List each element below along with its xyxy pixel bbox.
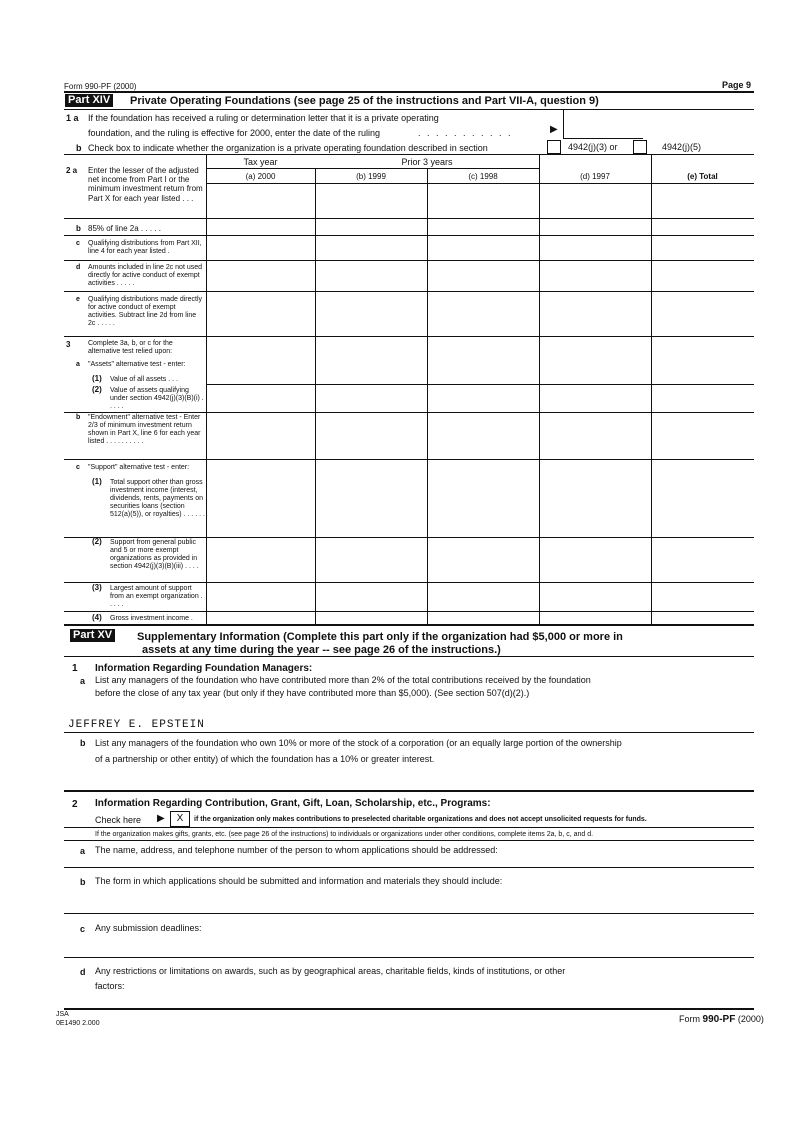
option-4942j3: 4942(j)(3) or xyxy=(568,142,618,152)
row3c3-num: (3) xyxy=(92,583,102,592)
section2d-text: Any restrictions or limitations on awards, such as by geographical areas, charitable fields, kinds of institutions, or other xyxy=(95,966,566,976)
row3-num: 3 xyxy=(66,340,71,349)
part14-label: Part XIV xyxy=(65,94,113,107)
row2a-num: 2 a xyxy=(66,166,78,175)
row3c3-label: Largest amount of support from an exempt organization . . . . . xyxy=(110,585,203,609)
check-here-text: if the organization only makes contributions to preselected charitable organizations and does not accept unsolicited requests for funds. xyxy=(194,816,647,823)
part15-title-2: assets at any time during the year -- see page 26 of the instructions.) xyxy=(142,644,501,656)
preselected-only-checkbox[interactable]: X xyxy=(170,811,190,827)
row2a-label: Enter the lesser of the adjusted net income from Part I or the minimum investment return from Part X for each year listed . . . xyxy=(88,166,203,203)
checkbox-4942j5[interactable] xyxy=(633,140,647,154)
line1b-text: Check box to indicate whether the organization is a private operating foundation described in section xyxy=(88,143,488,153)
section1b-text2: of a partnership or other entity) of which the foundation has a 10% or greater interest. xyxy=(95,754,435,764)
section2a-text: The name, address, and telephone number of the person to whom applications should be addressed: xyxy=(95,845,498,855)
row3c4-num: (4) xyxy=(92,613,102,622)
section2c-num: c xyxy=(80,924,86,934)
section1a-answer: JEFFREY E. EPSTEIN xyxy=(68,719,205,731)
section1a-num: a xyxy=(80,676,86,686)
row3a2-label: Value of assets qualifying under section 4942(j)(3)(B)(i) . . . . . xyxy=(110,387,204,411)
section2a-num: a xyxy=(80,846,86,856)
part15-title: Supplementary Information (Complete this part only if the organization had $5,000 or more in xyxy=(137,631,623,643)
row2c-num: c xyxy=(76,240,80,247)
footer-jsa: JSA xyxy=(56,1011,69,1018)
section2c-text: Any submission deadlines: xyxy=(95,923,202,933)
footer-code: 0E1490 2.000 xyxy=(56,1020,100,1027)
row3a-num: a xyxy=(76,361,80,368)
section2b-text: The form in which applications should be submitted and information and materials they should include: xyxy=(95,876,503,886)
row3a1-label: Value of all assets . . . xyxy=(110,376,178,383)
row2c-label: Qualifying distributions from Part XII, line 4 for each year listed . xyxy=(88,240,202,256)
row3c2-label: Support from general public and 5 or more exempt organizations as provided in section 4942(j)(3)(B)(iii) . . . . xyxy=(110,539,199,571)
row2e-label: Qualifying distributions made directly for active conduct of exempt activities. Subtract line 2d from line 2c . . . . . xyxy=(88,296,202,328)
col-c: (c) 1998 xyxy=(468,172,498,181)
row3a2-num: (2) xyxy=(92,385,102,394)
col-e: (e) Total xyxy=(687,172,718,181)
section2d-text2: factors: xyxy=(95,981,125,991)
row3b-label: "Endowment" alternative test - Enter 2/3 of minimum investment return shown in Part X, line 6 for each year listed . . . . . . . . . . xyxy=(88,414,201,446)
col-a: (a) 2000 xyxy=(245,172,276,181)
row3c4-label: Gross investment income . xyxy=(110,615,193,622)
row2e-num: e xyxy=(76,296,80,303)
section1b-num: b xyxy=(80,738,86,748)
section2-instructions: If the organization makes gifts, grants, etc. (see page 26 of the instructions) to individuals or organizations under other conditions, complete items 2a, b, c, and d. xyxy=(95,831,594,838)
ruling-date-field[interactable] xyxy=(563,138,643,139)
row2d-num: d xyxy=(76,264,81,271)
section1-title: Information Regarding Foundation Managers: xyxy=(95,663,313,674)
row3c2-num: (2) xyxy=(92,537,102,546)
col-prior-years: Prior 3 years xyxy=(401,157,453,167)
section1b-text: List any managers of the foundation who own 10% or more of the stock of a corporation (or an equally large portion of the ownership xyxy=(95,738,622,748)
line1a-text2: foundation, and the ruling is effective for 2000, enter the date of the ruling xyxy=(88,128,381,138)
row3c1-label: Total support other than gross investment income (interest, dividends, rents, payments on securities loans (section 512(a)(5)), or royalties) . . . . . . xyxy=(110,479,205,519)
row2b-num: b xyxy=(76,224,81,233)
section2b-num: b xyxy=(80,877,86,887)
checkbox-4942j3[interactable] xyxy=(547,140,561,154)
section2d-num: d xyxy=(80,967,86,977)
leader-dots: . . . . . . . . . . . xyxy=(418,128,513,138)
page-number: Page 9 xyxy=(722,80,752,90)
section1a-text2: before the close of any tax year (but only if they have contributed more than $5,000). (See section 507(d)(2).) xyxy=(95,688,530,698)
row3c1-num: (1) xyxy=(92,477,102,486)
section2-title: Information Regarding Contribution, Grant, Gift, Loan, Scholarship, etc., Programs: xyxy=(95,798,491,809)
line1b-num: b xyxy=(76,143,82,153)
part15-label: Part XV xyxy=(70,629,115,642)
row3c-num: c xyxy=(76,464,80,471)
row3-label: Complete 3a, b, or c for the alternative test relied upon: xyxy=(88,340,173,356)
row2b-label: 85% of line 2a . . . . . xyxy=(88,224,161,233)
row3c-label: "Support" alternative test - enter: xyxy=(88,464,190,471)
row3a1-num: (1) xyxy=(92,374,102,383)
section1a-text: List any managers of the foundation who have contributed more than 2% of the total contributions received by the foundation xyxy=(95,675,591,685)
footer-form-number: 990-PF xyxy=(702,1014,736,1025)
row3a-label: "Assets" alternative test - enter: xyxy=(88,361,186,368)
line1a-num: 1 a xyxy=(66,113,79,123)
section2-num: 2 xyxy=(72,799,78,810)
option-4942j5: 4942(j)(5) xyxy=(662,142,702,152)
arrow-right-icon: ▶ xyxy=(550,124,558,135)
part14-title: Private Operating Foundations (see page 25 of the instructions and Part VII-A, question 9) xyxy=(130,95,599,107)
section1-num: 1 xyxy=(72,663,78,674)
form-id: Form 990-PF (2000) xyxy=(64,82,137,91)
footer-form-label: Form xyxy=(679,1014,700,1024)
check-here-label: Check here xyxy=(95,815,142,825)
footer-form-id xyxy=(679,1014,764,1026)
col-d: (d) 1997 xyxy=(580,172,610,181)
footer-form-year: (2000) xyxy=(737,1014,764,1024)
col-b: (b) 1999 xyxy=(356,172,386,181)
line1a-text: If the foundation has received a ruling or determination letter that it is a private operating xyxy=(88,113,439,123)
row3b-num: b xyxy=(76,414,81,421)
arrow-right-icon: ▶ xyxy=(157,813,165,824)
col-tax-year: Tax year xyxy=(243,157,278,167)
row2d-label: Amounts included in line 2c not used directly for active conduct of exempt activities . . . . . xyxy=(88,264,203,288)
